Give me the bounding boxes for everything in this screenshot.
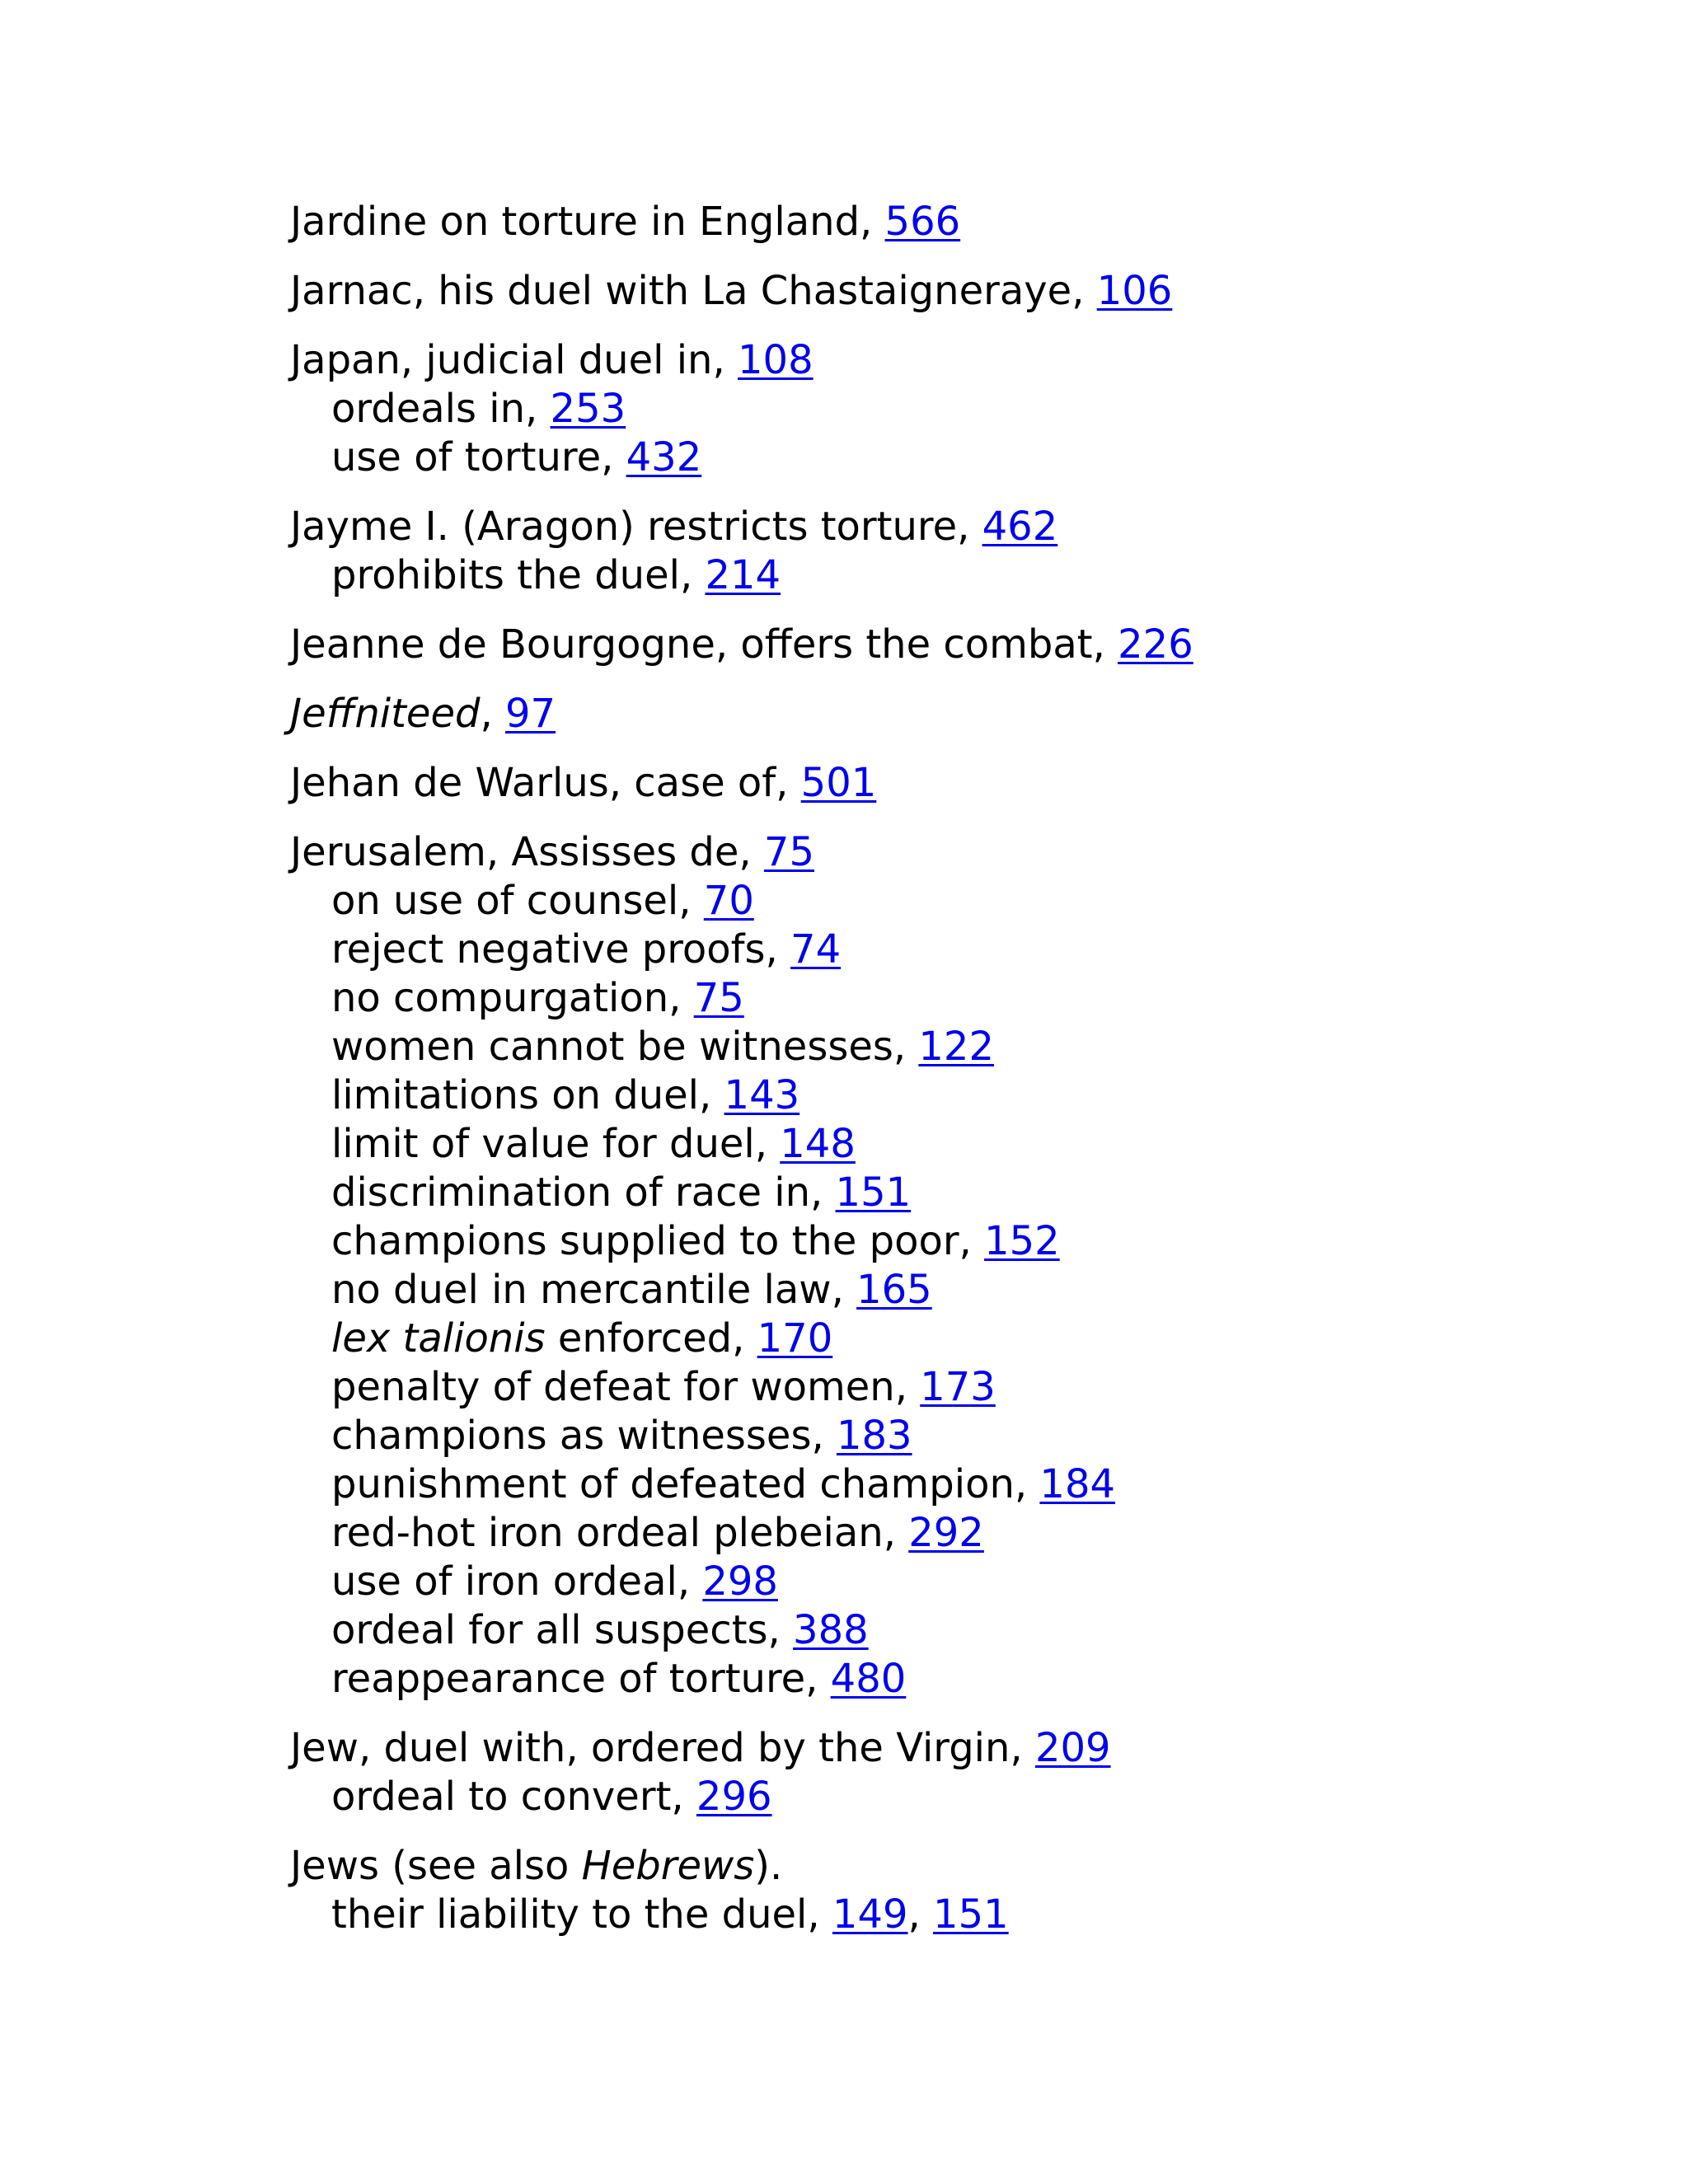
index-subentry — [290, 1363, 1609, 1412]
index-heading — [290, 621, 1609, 669]
entry-text: reject negative proofs, — [331, 926, 791, 972]
page-link[interactable]: 226 — [1118, 621, 1193, 668]
page-link[interactable]: 122 — [918, 1024, 995, 1070]
index-subentry — [290, 877, 1609, 926]
index-entry — [290, 621, 1609, 669]
italic-term: lex talionis — [331, 1315, 546, 1361]
entry-text: Jerusalem, Assisses de, — [290, 829, 764, 875]
entry-text: Japan, judicial duel in, — [290, 337, 738, 383]
index-subentry — [290, 1460, 1609, 1509]
entry-text: ). — [754, 1843, 783, 1889]
entry-text: ordeals in, — [331, 386, 551, 432]
page-link[interactable]: 151 — [835, 1169, 912, 1216]
index-heading — [290, 336, 1609, 385]
page-link[interactable]: 151 — [933, 1891, 1009, 1938]
entry-text: Jarnac, his duel with La Chastaigneraye, — [290, 268, 1097, 314]
entry-text: Jews (see also — [290, 1843, 582, 1889]
index-heading — [290, 198, 1609, 246]
page-link[interactable]: 97 — [504, 691, 556, 737]
entry-text: limit of value for duel, — [331, 1121, 781, 1167]
page-link[interactable]: 388 — [793, 1607, 869, 1653]
entry-text: ordeal for all suspects, — [331, 1607, 794, 1653]
page-link[interactable]: 143 — [724, 1072, 800, 1118]
index-heading — [290, 1724, 1609, 1773]
entry-text: Jayme I. (Aragon) restricts torture, — [290, 504, 982, 550]
page-link[interactable]: 75 — [693, 975, 744, 1021]
entry-text: reappearance of torture, — [331, 1656, 831, 1702]
entry-text: penalty of defeat for women, — [331, 1364, 921, 1410]
index-page — [290, 198, 1609, 1960]
entry-text: use of iron ordeal, — [331, 1558, 703, 1605]
index-subentry — [290, 1023, 1609, 1071]
page-link[interactable]: 173 — [920, 1364, 996, 1410]
index-subentry — [290, 1773, 1609, 1821]
page-link[interactable]: 501 — [800, 760, 877, 806]
entry-text: their liability to the duel, — [331, 1891, 832, 1938]
entry-text: Jew, duel with, ordered by the Virgin, — [290, 1725, 1035, 1771]
italic-term: Hebrews — [581, 1843, 755, 1889]
index-subentry — [290, 1558, 1609, 1606]
page-link[interactable]: 152 — [984, 1218, 1060, 1264]
index-subentry — [290, 926, 1609, 974]
entry-text: champions as witnesses, — [331, 1413, 837, 1459]
index-subentry — [290, 1169, 1609, 1217]
page-link[interactable]: 214 — [705, 552, 781, 598]
index-entry — [290, 1842, 1609, 1939]
page-link[interactable]: 75 — [763, 829, 814, 875]
index-entry — [290, 198, 1609, 246]
page-link[interactable]: 70 — [703, 878, 754, 924]
entry-text: Jardine on torture in England, — [290, 199, 885, 245]
page-link[interactable]: 253 — [550, 386, 626, 432]
page-link[interactable]: 183 — [836, 1413, 912, 1459]
index-entry — [290, 503, 1609, 600]
page-link[interactable]: 106 — [1096, 268, 1173, 314]
entry-text: ordeal to convert, — [331, 1774, 696, 1820]
entry-text: , — [907, 1891, 934, 1938]
entry-text: women cannot be witnesses, — [331, 1024, 919, 1070]
index-subentry — [290, 1071, 1609, 1120]
index-entry — [290, 828, 1609, 1704]
index-subentry — [290, 1217, 1609, 1266]
italic-term: Jeffniteed — [290, 691, 481, 737]
entry-text: use of torture, — [331, 434, 626, 480]
page-link[interactable]: 480 — [830, 1656, 907, 1702]
index-heading — [290, 503, 1609, 551]
entry-text: Jeanne de Bourgogne, offers the combat, — [290, 621, 1118, 668]
entry-text: limitations on duel, — [331, 1072, 724, 1118]
page-link[interactable]: 462 — [982, 504, 1058, 550]
page-link[interactable]: 209 — [1034, 1725, 1111, 1771]
index-subentry — [290, 551, 1609, 600]
index-subentry — [290, 1120, 1609, 1169]
index-subentry — [290, 385, 1609, 434]
page-link[interactable]: 184 — [1039, 1461, 1116, 1507]
index-entry — [290, 1724, 1609, 1821]
index-subentry — [290, 1606, 1609, 1655]
entry-text: no compurgation, — [331, 975, 694, 1021]
index-heading — [290, 690, 1609, 738]
page-link[interactable]: 170 — [757, 1315, 833, 1361]
page-link[interactable]: 74 — [790, 926, 842, 972]
index-entry — [290, 690, 1609, 738]
page-link[interactable]: 296 — [696, 1774, 772, 1820]
index-subentry — [290, 434, 1609, 482]
page-link[interactable]: 148 — [780, 1121, 856, 1167]
page-link[interactable]: 165 — [856, 1267, 932, 1313]
index-subentry — [290, 1412, 1609, 1460]
index-subentry — [290, 1509, 1609, 1558]
entry-text: , — [480, 691, 505, 737]
entry-text: punishment of defeated champion, — [331, 1461, 1040, 1507]
index-subentry — [290, 1655, 1609, 1704]
index-heading — [290, 828, 1609, 877]
entry-text: on use of counsel, — [331, 878, 704, 924]
index-heading — [290, 759, 1609, 808]
index-entry — [290, 267, 1609, 316]
entry-text: red-hot iron ordeal plebeian, — [331, 1510, 909, 1556]
page-link[interactable]: 292 — [908, 1510, 984, 1556]
entry-text: discrimination of race in, — [331, 1169, 836, 1216]
page-link[interactable]: 298 — [702, 1558, 778, 1605]
entry-text: enforced, — [545, 1315, 757, 1361]
entry-text: no duel in mercantile law, — [331, 1267, 857, 1313]
page-link[interactable]: 432 — [626, 434, 702, 480]
entry-text: Jehan de Warlus, case of, — [290, 760, 801, 806]
index-heading — [290, 1842, 1609, 1891]
index-subentry — [290, 1266, 1609, 1315]
page-link[interactable]: 108 — [737, 337, 814, 383]
page-link[interactable]: 149 — [832, 1891, 908, 1938]
index-subentry — [290, 1315, 1609, 1363]
index-subentry — [290, 974, 1609, 1023]
index-entry — [290, 336, 1609, 482]
entry-text: prohibits the duel, — [331, 552, 706, 598]
entry-text: champions supplied to the poor, — [331, 1218, 985, 1264]
page-link[interactable]: 566 — [884, 199, 961, 245]
index-heading — [290, 267, 1609, 316]
index-entry — [290, 759, 1609, 808]
index-subentry — [290, 1891, 1609, 1939]
